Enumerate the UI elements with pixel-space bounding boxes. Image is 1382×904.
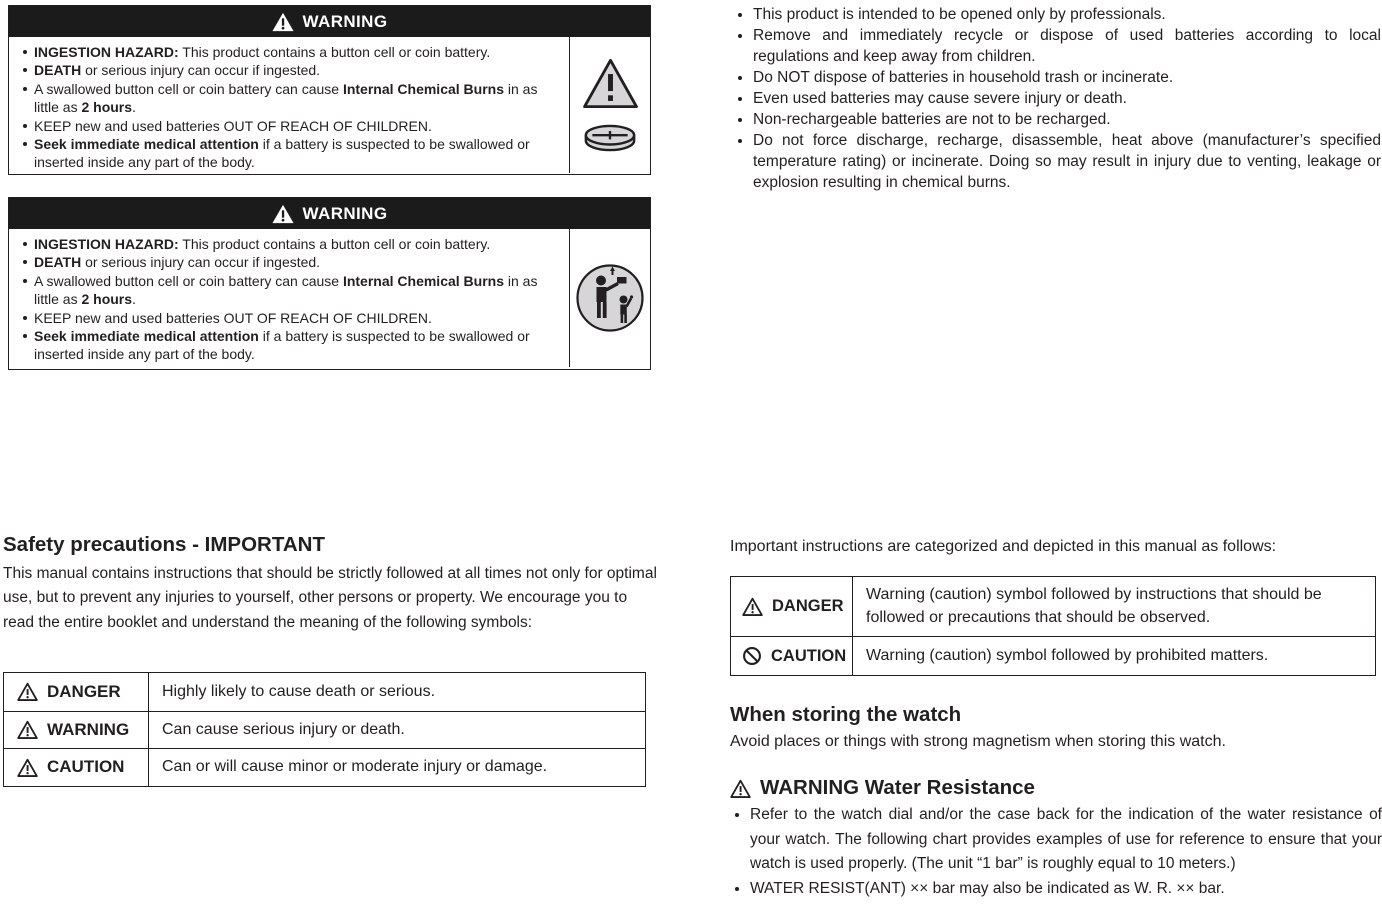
warning-triangle-icon xyxy=(582,58,639,109)
warning-triangle-icon xyxy=(272,12,294,32)
list-item-text xyxy=(34,273,537,307)
warning-triangle-icon xyxy=(582,58,639,109)
water-resistance-list xyxy=(731,803,1382,901)
safety-precautions-title: Safety precautions - IMPORTANT xyxy=(3,533,325,556)
list-item-text xyxy=(34,328,530,362)
text-segment: A swallowed button cell or coin battery can cause xyxy=(34,272,343,289)
table-desc-text: Can cause serious injury or death. xyxy=(162,720,405,738)
water-resistance-list-item xyxy=(731,877,1382,902)
table-desc-cell xyxy=(149,749,645,786)
list-item-text xyxy=(34,44,490,60)
warning-bullet-list xyxy=(9,37,569,173)
table-row xyxy=(731,577,1375,636)
table-desc-text: Can or will cause minor or moderate injury or damage. xyxy=(162,758,548,775)
text-segment: This product contains a button cell or coin battery. xyxy=(178,236,491,252)
bullet-icon xyxy=(23,279,27,283)
table-desc-cell xyxy=(149,712,645,749)
text-segment: Internal Chemical Burns xyxy=(342,80,504,97)
list-item-text: Non-rechargeable batteries are not to be recharged. xyxy=(753,111,1111,128)
symbol-meaning-table xyxy=(3,672,646,787)
text-segment: or serious injury can occur if ingested. xyxy=(81,62,321,79)
list-item-text: Remove and immediately recycle or dispose of used batteries according to local regulations and keep away from children. xyxy=(753,27,1381,65)
table-row xyxy=(4,748,645,786)
table-label-cell xyxy=(4,749,149,786)
table-desc-cell xyxy=(853,577,1375,636)
warning-box-header xyxy=(9,6,650,37)
text-segment: DEATH xyxy=(34,254,82,271)
categories-intro: Important instructions are categorized and depicted in this manual as follows: xyxy=(730,538,1277,555)
table-label-text: WARNING xyxy=(47,719,130,739)
warning-triangle-icon xyxy=(272,204,294,224)
bullet-icon xyxy=(23,87,27,91)
keep-away-from-children-icon xyxy=(575,263,645,333)
text-segment: Internal Chemical Burns xyxy=(342,272,504,289)
handling-list-item xyxy=(731,109,1381,130)
prohibition-sign-icon xyxy=(742,646,762,666)
table-label-cell xyxy=(731,637,853,675)
text-segment: A swallowed button cell or coin battery can cause xyxy=(34,80,343,97)
table-label-cell xyxy=(731,577,853,636)
bullet-icon xyxy=(23,50,27,54)
list-item-text xyxy=(34,136,530,170)
instruction-category-table xyxy=(730,576,1376,676)
water-resistance-title-label: WARNING Water Resistance xyxy=(760,776,1035,799)
storing-body: Avoid places or things with strong magnetism when storing this watch. xyxy=(730,733,1226,750)
handling-list-item xyxy=(731,88,1381,109)
handling-list-item xyxy=(731,130,1381,193)
keep-away-from-children-icon xyxy=(575,263,645,333)
table-label-cell xyxy=(4,712,149,749)
list-item-text xyxy=(34,310,432,326)
warning-bullet-list xyxy=(9,229,569,367)
bullet-icon xyxy=(738,139,742,143)
warning-icon-panel xyxy=(569,37,650,173)
table-label-text: CAUTION xyxy=(47,757,125,777)
warning-box-header-label: WARNING xyxy=(302,11,388,31)
battery-handling-list xyxy=(731,4,1381,193)
text-segment: KEEP new and used batteries OUT OF REACH OF CHILDREN. xyxy=(34,309,432,326)
warning-box-ingestion-2 xyxy=(8,197,651,370)
handling-list-item xyxy=(731,25,1381,67)
bullet-icon xyxy=(738,76,742,80)
warning-icon-panel xyxy=(569,229,650,367)
table-desc-text: Warning (caution) symbol followed by prohibited matters. xyxy=(866,646,1269,664)
list-item-text: WATER RESIST(ANT) ×× bar may also be indicated as W. R. ×× bar. xyxy=(750,879,1225,897)
table-label-text: CAUTION xyxy=(771,646,847,665)
warning-list-item xyxy=(18,253,563,271)
bullet-icon xyxy=(738,34,742,38)
warning-triangle-outline-icon xyxy=(17,720,38,739)
table-row xyxy=(731,636,1375,675)
list-item-text xyxy=(34,118,432,134)
warning-list-item xyxy=(18,309,563,327)
bullet-icon xyxy=(23,124,27,128)
table-desc-cell xyxy=(149,673,645,711)
text-segment: . xyxy=(132,291,136,308)
table-label-cell xyxy=(4,673,149,711)
table-label-text: DANGER xyxy=(772,597,844,615)
warning-triangle-outline-icon xyxy=(17,682,38,701)
table-desc-text: Highly likely to cause death or serious. xyxy=(162,682,436,700)
text-segment: . xyxy=(132,99,136,116)
handling-list-item xyxy=(731,4,1381,25)
bullet-icon xyxy=(23,260,27,264)
warning-box-body xyxy=(9,229,650,367)
storing-title: When storing the watch xyxy=(730,703,962,726)
bullet-icon xyxy=(23,242,27,246)
bullet-icon xyxy=(738,13,742,17)
warning-triangle-outline-icon xyxy=(730,779,751,798)
table-desc-text: Warning (caution) symbol followed by instructions that should be followed or precautions that should be observed. xyxy=(866,586,1322,626)
list-item-text: Do not force discharge, recharge, disassemble, heat above (manufacturer’s specified temperature rating) or incinerate. Doing so may result in injury due to venting, leakage or explosion resulting in chemical burns. xyxy=(753,132,1381,191)
warning-box-body xyxy=(9,37,650,173)
table-desc-cell xyxy=(853,637,1375,675)
text-segment: This product contains a button cell or coin battery. xyxy=(178,44,491,60)
warning-list-item xyxy=(18,43,563,61)
bullet-icon xyxy=(735,887,739,891)
warning-list-item xyxy=(18,272,563,309)
warning-list-item xyxy=(18,61,563,79)
warning-box-header xyxy=(9,198,650,229)
list-item-text xyxy=(34,62,320,78)
warning-triangle-outline-icon xyxy=(17,758,38,777)
list-item-text xyxy=(34,254,320,270)
table-label-text: DANGER xyxy=(47,681,121,701)
water-resistance-title xyxy=(730,776,1035,800)
text-segment: KEEP new and used batteries OUT OF REACH OF CHILDREN. xyxy=(34,117,432,134)
text-segment: 2 hours xyxy=(81,99,133,116)
text-segment: or serious injury can occur if ingested. xyxy=(81,254,321,271)
bullet-icon xyxy=(23,334,27,338)
text-segment: if a battery is suspected to be swallowed or inserted inside any part of the body. xyxy=(34,328,530,363)
list-item-text: Refer to the watch dial and/or the case back for the indication of the water resistance of your watch. The following chart provides examples of use for reference to ensure that your watch is used properly. (The unit “1 bar” is roughly equal to 10 meters.) xyxy=(750,806,1382,873)
warning-box-ingestion-1 xyxy=(8,5,651,175)
text-segment: in as little as xyxy=(34,80,538,116)
table-row xyxy=(4,711,645,749)
warning-list-item xyxy=(18,135,563,172)
text-segment: Seek immediate medical attention xyxy=(34,136,259,153)
list-item-text xyxy=(34,236,490,252)
table-row xyxy=(4,673,645,711)
bullet-icon xyxy=(23,142,27,146)
warning-triangle-outline-icon xyxy=(730,779,751,798)
warning-list-item xyxy=(18,327,563,364)
list-item-text: Do NOT dispose of batteries in household trash or incinerate. xyxy=(753,69,1174,86)
coin-battery-icon xyxy=(584,123,636,153)
text-segment: DEATH xyxy=(34,62,82,79)
warning-triangle-outline-icon xyxy=(17,682,38,701)
list-item-text xyxy=(34,81,537,115)
warning-box-header-label: WARNING xyxy=(302,203,388,223)
warning-triangle-icon xyxy=(272,12,294,32)
bullet-icon xyxy=(735,813,739,817)
text-segment: in as little as xyxy=(34,272,538,308)
warning-list-item xyxy=(18,117,563,135)
warning-list-item xyxy=(18,80,563,117)
bullet-icon xyxy=(738,118,742,122)
text-segment: if a battery is suspected to be swallowed or inserted inside any part of the body. xyxy=(34,136,530,171)
text-segment: 2 hours xyxy=(81,291,133,308)
text-segment: INGESTION HAZARD: xyxy=(34,236,179,252)
warning-triangle-outline-icon xyxy=(17,720,38,739)
bullet-icon xyxy=(23,68,27,72)
warning-list-item xyxy=(18,235,563,253)
text-segment: Seek immediate medical attention xyxy=(34,328,259,345)
warning-triangle-icon xyxy=(272,204,294,224)
bullet-icon xyxy=(738,97,742,101)
prohibition-sign-icon xyxy=(742,646,762,666)
warning-triangle-outline-icon xyxy=(17,758,38,777)
safety-precautions-body: This manual contains instructions that should be strictly followed at all times not only for optimal use, but to prevent any injuries to yourself, other persons or property. We encourage you to read the entire booklet and understand the meaning of the following symbols: xyxy=(3,565,657,631)
water-resistance-list-item xyxy=(731,803,1382,877)
coin-battery-icon xyxy=(584,123,636,153)
list-item-text: This product is intended to be opened only by professionals. xyxy=(753,6,1166,23)
bullet-icon xyxy=(23,316,27,320)
list-item-text: Even used batteries may cause severe injury or death. xyxy=(753,90,1127,107)
handling-list-item xyxy=(731,67,1381,88)
warning-triangle-outline-icon xyxy=(742,597,763,616)
text-segment: INGESTION HAZARD: xyxy=(34,44,179,60)
warning-triangle-outline-icon xyxy=(742,597,763,616)
